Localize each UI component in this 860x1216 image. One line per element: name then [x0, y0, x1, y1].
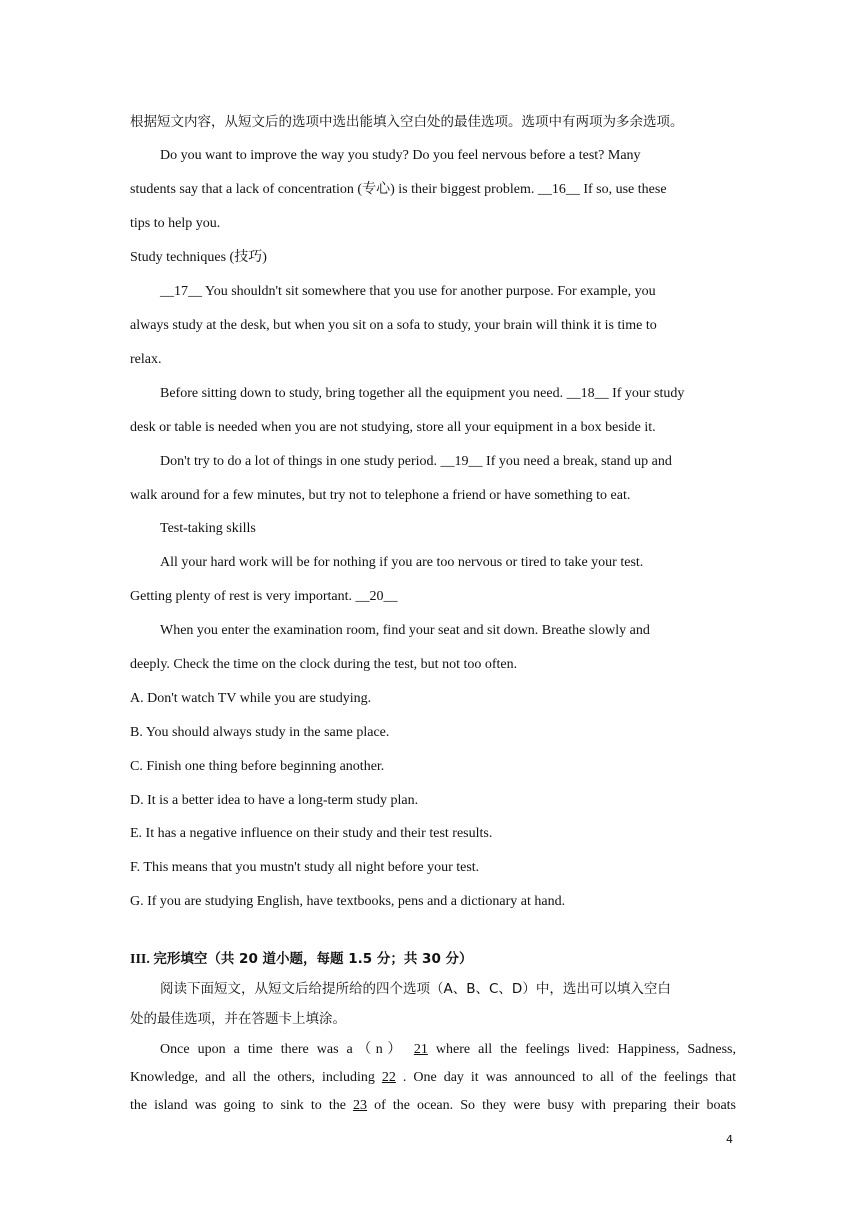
- section-3-heading: [130, 949, 736, 970]
- option-a: A. Don't watch TV while you are studying.: [130, 691, 372, 706]
- paragraph-6-line-1: When you enter the examination room, find your seat and sit down. Breathe slowly and: [160, 623, 650, 638]
- section-3-number: III.: [130, 952, 150, 967]
- paragraph-1-line-1: Do you want to improve the way you study? Do you feel nervous before a test? Many: [160, 148, 641, 163]
- paragraph-6-line-2: deeply. Check the time on the clock during the test, but not too often.: [130, 657, 518, 672]
- cloze-line-2-start: Knowledge, and all the others, including: [130, 1070, 375, 1085]
- cloze-line-3: [130, 1096, 736, 1116]
- cloze-line-3-end: of the ocean. So they were busy with preparing their boats: [374, 1098, 737, 1113]
- section-instruction: 根据短文内容，从短文后的选项中选出能填入空白处的最佳选项。选项中有两项为多余选项。: [130, 114, 684, 130]
- paragraph-1-line-3: tips to help you.: [130, 216, 221, 231]
- blank-23: 23: [353, 1098, 368, 1113]
- section-3-instruction-line-2: 处的最佳选项，并在答题卡上填涂。: [130, 1011, 346, 1027]
- cloze-line-1-start: Once upon a time there was a（n）: [160, 1042, 406, 1057]
- cloze-line-1-end: where all the feelings lived: Happiness, Sadness,: [435, 1042, 737, 1057]
- paragraph-3-line-2: desk or table is needed when you are not studying, store all your equipment in a box beside it.: [130, 420, 656, 435]
- paragraph-4-line-2: walk around for a few minutes, but try not to telephone a friend or have something to eat.: [130, 488, 631, 503]
- option-e: E. It has a negative influence on their study and their test results.: [130, 826, 493, 841]
- blank-22: 22: [381, 1070, 396, 1085]
- cloze-line-1: [160, 1040, 736, 1060]
- cloze-line-3-start: the island was going to sink to the: [130, 1098, 346, 1113]
- cloze-line-2: [130, 1068, 736, 1088]
- option-d: D. It is a better idea to have a long-term study plan.: [130, 793, 419, 808]
- blank-21: 21: [413, 1042, 428, 1057]
- option-f: F. This means that you mustn't study all night before your test.: [130, 860, 480, 875]
- heading-test-taking-skills: Test-taking skills: [160, 521, 256, 536]
- section-3-title: 完形填空（共 20 道小题，每题 1.5 分；共 30 分）: [153, 951, 473, 967]
- paragraph-2-line-1: __17__ You shouldn't sit somewhere that you use for another purpose. For example, you: [160, 284, 656, 299]
- option-b: B. You should always study in the same place.: [130, 725, 390, 740]
- paragraph-5-line-2: Getting plenty of rest is very important. __20__: [130, 589, 398, 604]
- paragraph-2-line-2: always study at the desk, but when you sit on a sofa to study, your brain will think it is time to: [130, 318, 657, 333]
- paragraph-1-line-2: students say that a lack of concentration (专心) is their biggest problem. __16__ If so, use these: [130, 182, 667, 197]
- paragraph-3-line-1: Before sitting down to study, bring together all the equipment you need. __18__ If your study: [160, 386, 685, 401]
- option-g: G. If you are studying English, have textbooks, pens and a dictionary at hand.: [130, 894, 566, 909]
- page-number: 4: [726, 1133, 733, 1146]
- option-c: C. Finish one thing before beginning another.: [130, 759, 385, 774]
- cloze-line-2-end: . One day it was announced to all of the feelings that: [402, 1070, 737, 1085]
- heading-study-techniques: Study techniques (技巧): [130, 250, 267, 265]
- paragraph-5-line-1: All your hard work will be for nothing if you are too nervous or tired to take your test.: [160, 555, 644, 570]
- paragraph-2-line-3: relax.: [130, 352, 162, 367]
- section-3-instruction-line-1: 阅读下面短文，从短文后给提所给的四个选项（A、B、C、D）中，选出可以填入空白: [160, 981, 671, 997]
- paragraph-4-line-1: Don't try to do a lot of things in one study period. __19__ If you need a break, stand up and: [160, 454, 672, 469]
